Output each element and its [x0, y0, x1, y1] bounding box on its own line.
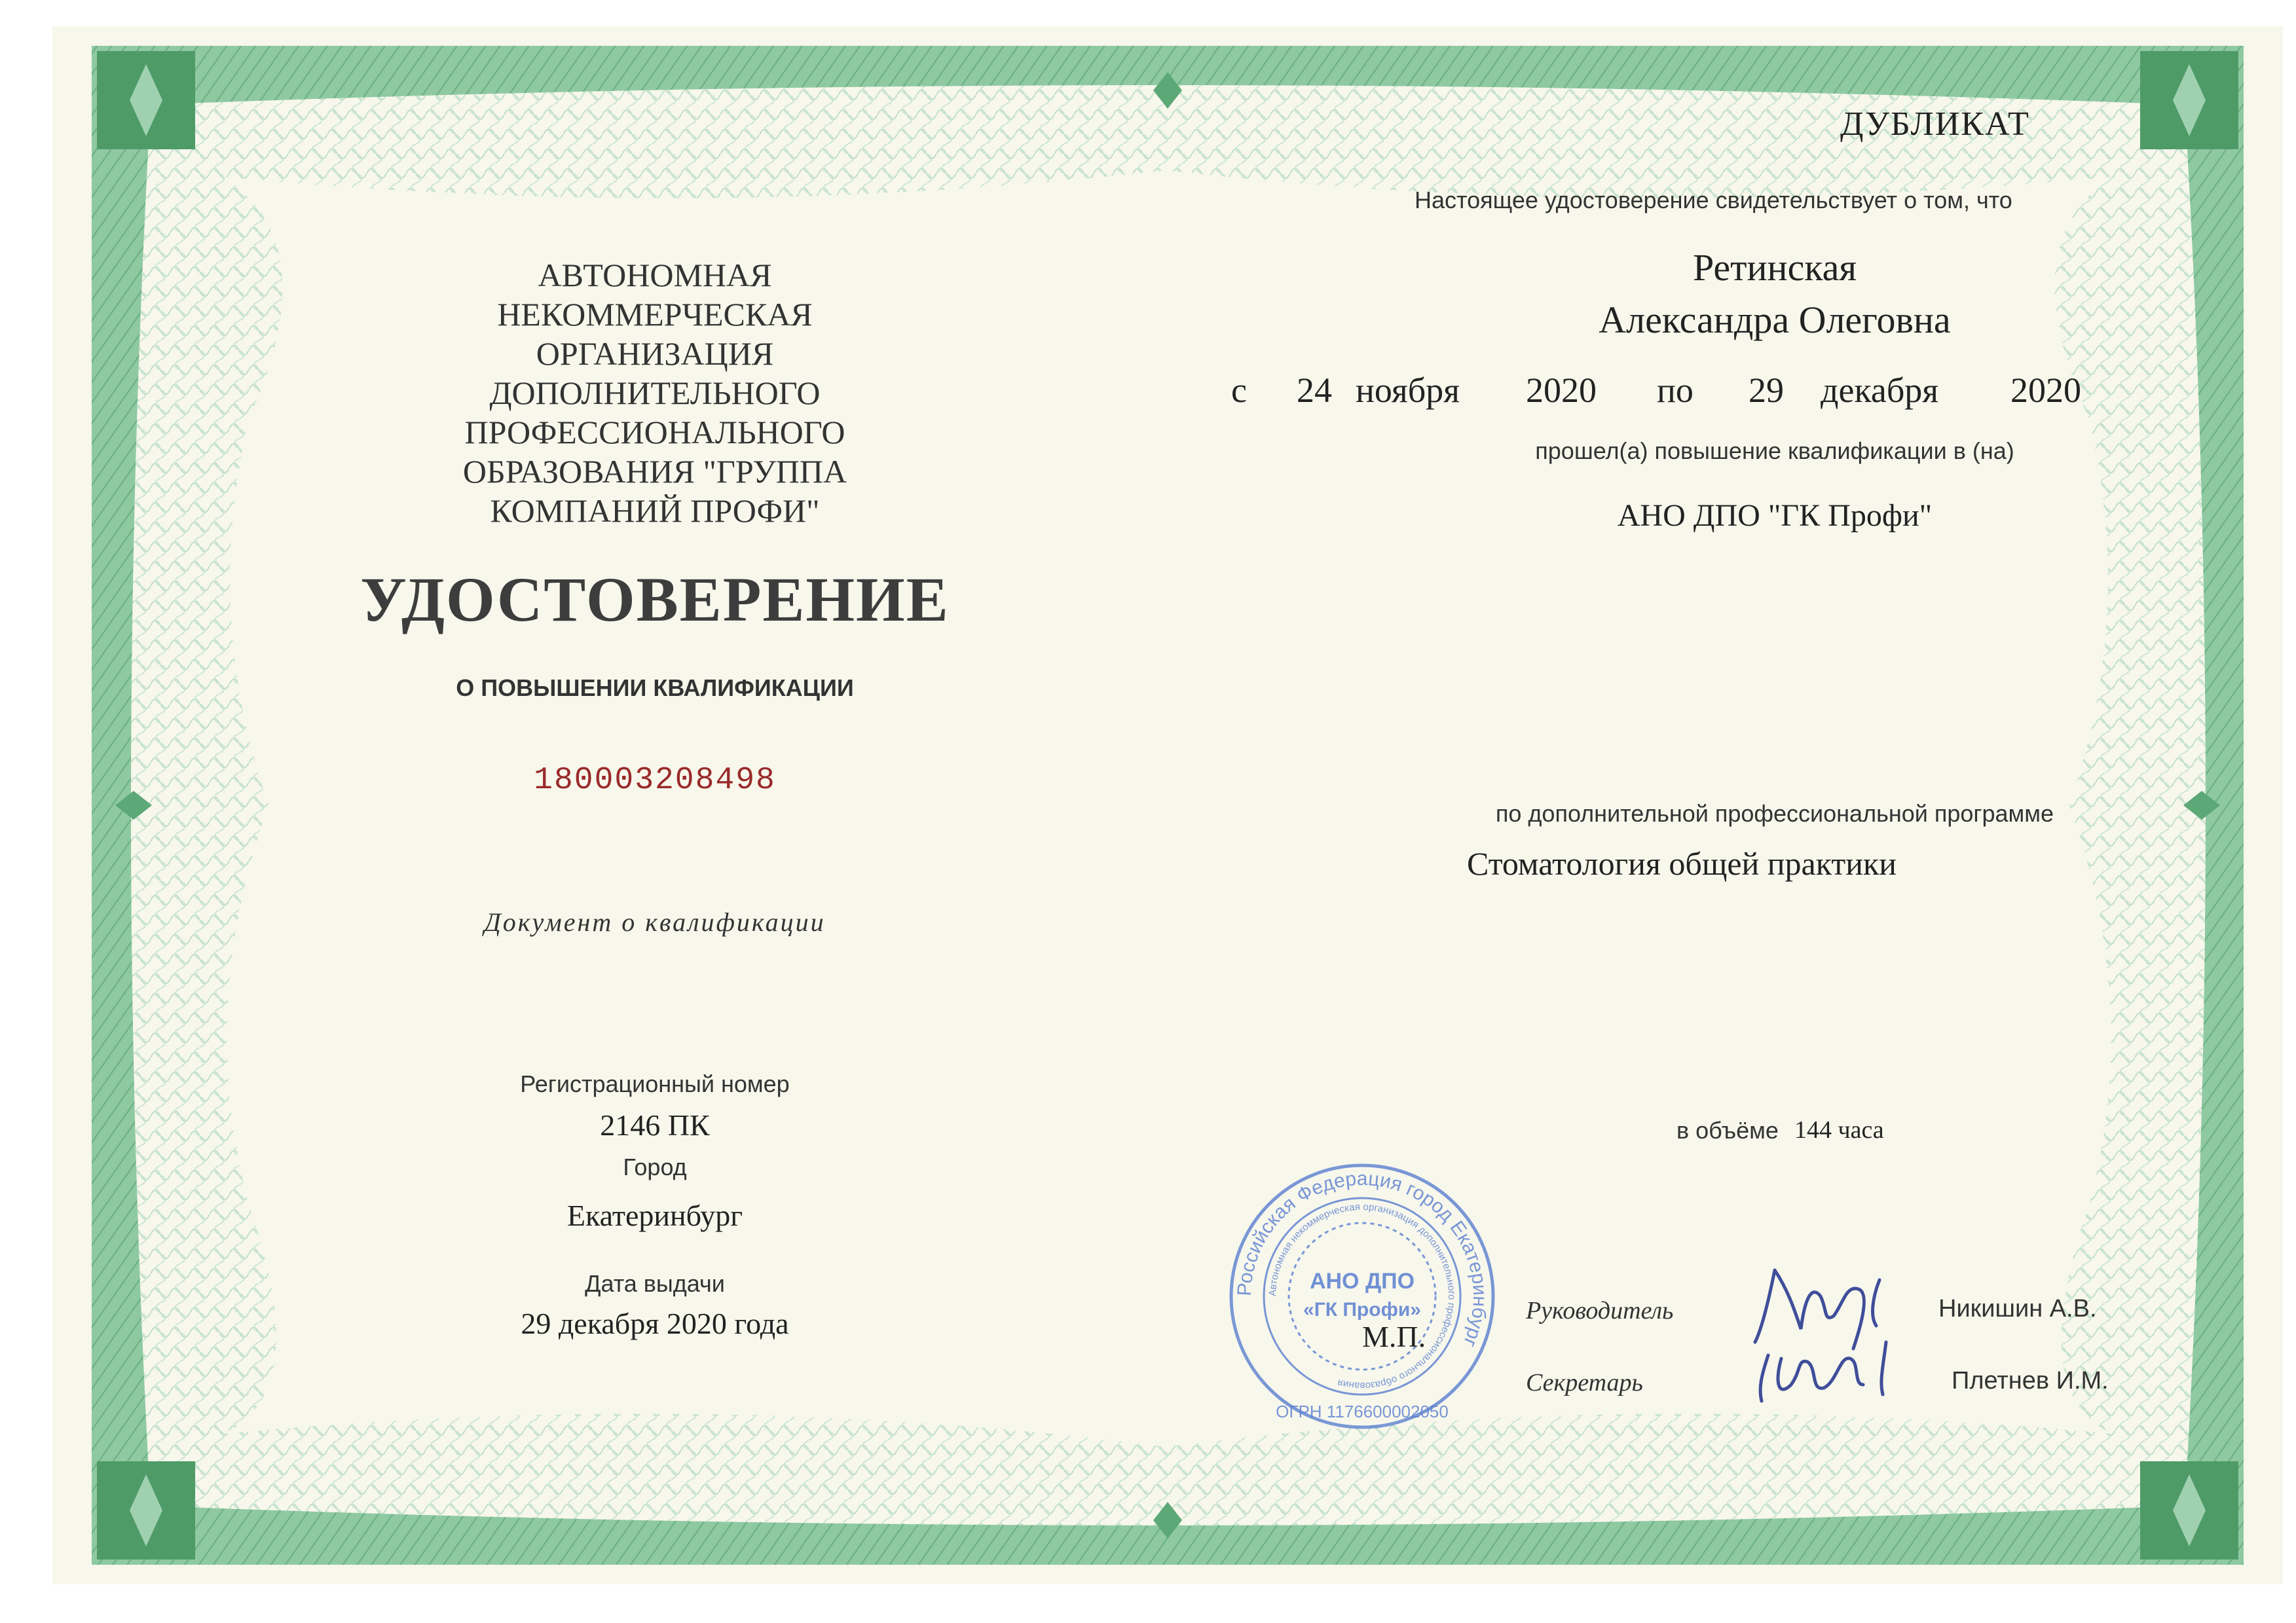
reg-number: 2146 ПК [600, 1108, 710, 1142]
serial-number: 180003208498 [534, 763, 776, 798]
period-to-day: 29 [1749, 371, 1784, 410]
period-from-year: 2020 [1526, 371, 1597, 410]
stamp-label: М.П. [1362, 1320, 1426, 1353]
organization-line: ДОПОЛНИТЕЛЬНОГО [489, 374, 821, 411]
seal-ogrn: ОГРН 1176600002050 [1276, 1402, 1449, 1421]
seal-center-line1: АНО ДПО [1309, 1269, 1415, 1294]
certificate-page [52, 26, 2283, 1584]
organization-line: ОБРАЗОВАНИЯ "ГРУППА [462, 453, 847, 490]
document-title: УДОСТОВЕРЕНИЕ [360, 564, 950, 634]
volume-value: 144 часа [1794, 1116, 1884, 1144]
city-label: Город [623, 1154, 687, 1180]
organization-name [327, 255, 982, 530]
issue-date: 29 декабря 2020 года [521, 1307, 789, 1340]
signatures [1729, 1244, 1938, 1414]
organization-line: КОМПАНИЙ ПРОФИ" [490, 492, 820, 529]
seal-center-line2: «ГК Профи» [1303, 1299, 1421, 1321]
completed-text: прошел(а) повышение квалификации в (на) [1535, 437, 2014, 464]
reg-number-label: Регистрационный номер [520, 1070, 790, 1097]
secretary-label: Секретарь [1526, 1369, 1643, 1396]
director-name: Никишин А.В. [1938, 1295, 2097, 1322]
program-name: Стоматология общей практики [1467, 845, 1897, 882]
period-to-year: 2020 [2010, 371, 2081, 410]
seal-middle-text: Автономная некоммерческая организация дополнительного профессионального образования [1267, 1201, 1458, 1392]
organization-line: ОРГАНИЗАЦИЯ [536, 335, 774, 372]
surname: Ретинская [1692, 246, 1857, 289]
director-label: Руководитель [1526, 1297, 1674, 1324]
document-kind: Документ о квалификации [484, 907, 826, 937]
seal-outer-text: Российская Федерация город Екатеринбург [1233, 1167, 1491, 1351]
organization-line: ПРОФЕССИОНАЛЬНОГО [464, 414, 845, 450]
document-subtitle: О ПОВЫШЕНИИ КВАЛИФИКАЦИИ [456, 674, 854, 701]
official-seal [1225, 1159, 1500, 1434]
period-to-word: по [1657, 371, 1694, 410]
period-from-day: 24 [1297, 371, 1332, 410]
period-to-month: декабря [1821, 371, 1939, 410]
period-from-month: ноября [1356, 371, 1460, 410]
secretary-name: Плетнев И.М. [1952, 1367, 2109, 1395]
organization-line: АВТОНОМНАЯ [538, 257, 772, 293]
duplicate-mark: ДУБЛИКАТ [1840, 105, 2030, 143]
director-signature [1755, 1270, 1879, 1349]
volume-label: в объёме [1676, 1117, 1779, 1144]
issue-date-label: Дата выдачи [585, 1270, 725, 1297]
organization-line: НЕКОММЕРЧЕСКАЯ [497, 296, 813, 333]
institution: АНО ДПО "ГК Профи" [1617, 498, 1933, 533]
secretary-signature [1760, 1342, 1886, 1401]
period-from-word: с [1231, 371, 1247, 410]
program-label: по дополнительной профессиональной программе [1495, 800, 2054, 827]
given-names: Александра Олеговна [1599, 299, 1951, 341]
certifies-text: Настоящее удостоверение свидетельствует о том, что [1415, 187, 2012, 213]
city: Екатеринбург [566, 1199, 743, 1232]
